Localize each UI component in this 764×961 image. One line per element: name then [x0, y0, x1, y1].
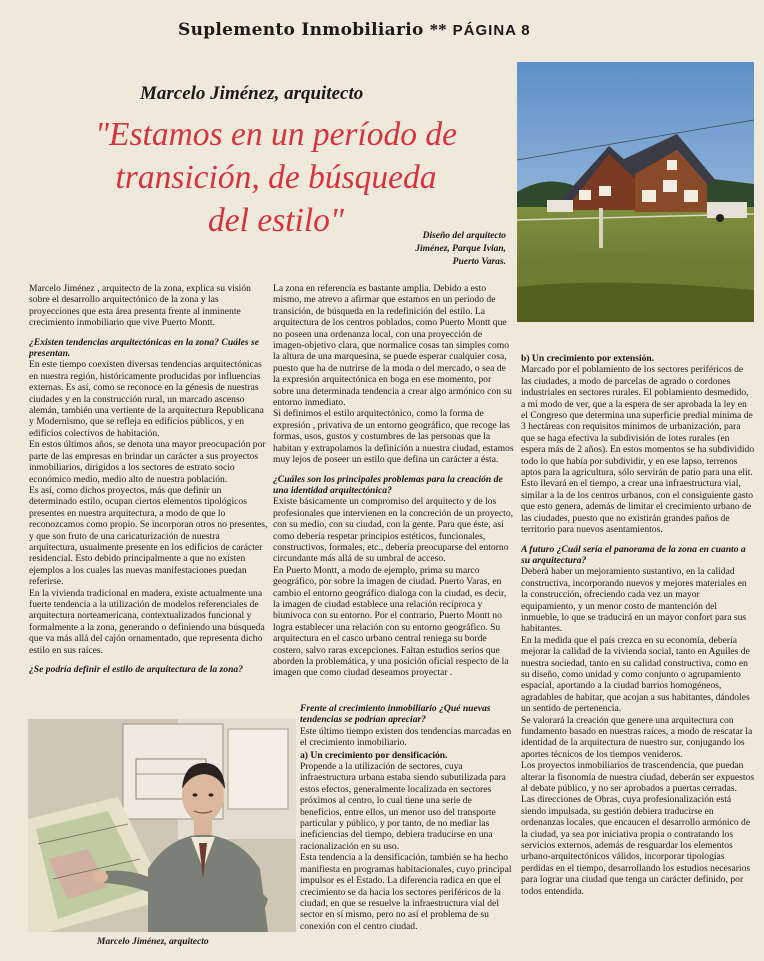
house-caption-line-2: Jiménez, Parque Ivian,	[415, 244, 506, 254]
answer-4-paragraph-1: Este último tiempo existen dos tendencias marcadas en el crecimiento inmobiliario.	[300, 725, 512, 749]
article-column-3	[521, 345, 755, 945]
answer-2-paragraph-1: La zona en referencia es bastante amplia. Debido a esto mismo, me atrevo a afirmar que estamos en un período de transición, de búsqueda en la redefinición del estilo. La arquitectura de los centros poblados, como Puerto Montt que no poseen una ordenanza local, con una proyección de imagen-objetivo clara, que normalice cosas tan simples como la altura de una marquesina, se puede esperar cualquier cosa, puesto que ha de nutrirse de la moda o del mercado, o sea de la expresión arquitectónica en boga en ese momento, por sobre una determinada tendencia a crear algo armónico con su entorno inmediato.	[273, 283, 512, 409]
headline-line-3: del estilo"	[208, 202, 344, 239]
answer-1-paragraph-1: En este tiempo coexisten diversas tendencias arquitectónicas en nuestra región, históricamente producidas por influencias externas. Es así, como se reconoce en la génesis de nuestras ciudades y en la construcción rural, un marcado ascenso alemán, también una vertiente de la arquitectura Republicana y Modernismo, que se refleja en edificios públicos, y en edificios colectivos de habitación.	[29, 359, 264, 439]
byline: Marcelo Jiménez, arquitecto	[140, 83, 364, 104]
question-2: ¿Se podría definir el estilo de arquitectura de la zona?	[29, 664, 243, 675]
supplement-name: Suplemento Inmobiliario	[178, 20, 424, 40]
article-intro: Marcelo Jiménez , arquitecto de la zona, explica su visión sobre el desarrollo arquitectónico de la zona y las proyecciones que esta área presenta frente al inminente crecimiento inmobiliario que vive Puerto Montt.	[29, 283, 251, 329]
article-column-1	[29, 283, 270, 713]
question-3: ¿Cuáles son los principales problemas para la creación de una identidad arquitectónica?	[273, 473, 503, 496]
answer-1-paragraph-3: Es así, como dichos proyectos, más que definir un determinado estilo, ocupan ciertos elementos tipológicos presentes en nuestra arquitectura, a modo de que lo reconozcamos como propio. Se incorporan otros no presentes, y que son fruto de una caricaturización de nuestra arquitectura, usualmente presente en los edificios de carácter residencial. Esto debido principalmente a que no existen ejemplos a los cuales las nuevas manifestaciones puedan referirse.	[29, 484, 268, 588]
house-photo	[517, 62, 754, 322]
answer-5-paragraph-4: Los proyectos inmobiliarios de trascendencia, que puedan alterar la fisonomía de nuestra ciudad, deberán ser expuestos al debate público, y no ser aprobados a puertas cerradas.	[521, 760, 755, 795]
answer-1-paragraph-4: En la vivienda tradicional en madera, existe actualmente una fuerte tendencia a la utilización de modelos referenciales de arquitectura norteamericana, contextualizados funcional y formalmente a la zona, generando o definiendo una búsqueda que va más allá del cajón ornamentado, que representa dicho estilo en sus raíces.	[29, 587, 265, 656]
headline-line-1: "Estamos en un período de	[94, 116, 458, 153]
page-number: 8	[521, 22, 531, 39]
answer-5-paragraph-1: Deberá haber un mejoramiento sustantivo, en la calidad constructiva, incorporando nuevos y mejores materiales en la construcción, ofreciendo cada vez un mayor equipamiento, y un menor costo de mantención del inmueble, lo que se traducirá en un mayor confort para sus habitantes.	[521, 566, 747, 635]
answer-3-paragraph-2: En Puerto Montt, a modo de ejemplo, prima su marco geográfico, por sobre la imagen de ciudad. Puerto Varas, en cambio el entorno geográfico dialoga con la ciudad, es decir, la imagen de ciudad establece una relación recíproca y biunívoca con su entorno. Por el contrario, Puerto Montt no logra establecer una relación con su entorno geográfico. Su arquitectura en el casco urbano central reniega su borde costero, salvo raras excepciones. Faltan estudios serios que aborden la problemática, y una posición oficial respecto de la imagen que como ciudad deseamos proyectar .	[273, 564, 509, 679]
densification-paragraph-1: Propende a la utilización de sectores, cuya infraestructura urbana estaba siendo subutilizada para estos efectos, generalmente localizada en sectores próximos al centro, lo cual tiene una serie de beneficios, entre ellos, un menor uso del transporte particular y público, y por tanto, de no mediar las ineficiencias del tiempo, debiera traducirse en una racionalización en su uso.	[300, 761, 506, 852]
architect-photo	[28, 719, 296, 932]
architect-photo-caption: Marcelo Jiménez, arquitecto	[97, 937, 209, 947]
article-column-2	[273, 283, 514, 693]
answer-2-paragraph-2: Si definimos el estilo arquitectónico, como la forma de expresión , privativa de un entorno geográfico, que recoge las formas, usos, gustos y costumbres de las personas que la habitan y extrapolamos la definición a nuestra ciudad, estamos muy lejos de poseer un estilo que defina un carácter a ésta.	[273, 408, 514, 466]
answer-5-paragraph-3: Se valorará la creación que genere una arquitectura con fundamento basado en nuestras raíces, a modo de rescatar la identidad de la arquitectura de nuestro sur, conjugando los aportes técnicos de los tiempos venideros.	[521, 714, 753, 760]
answer-5-paragraph-5: Las direcciones de Obras, cuya profesionalización está siendo impulsada, su gestión debiera traducirse en ordenanzas locales, que encaucen el desarrollo armónico de la ciudad, ya sea por iniciativa propia o contratando los servicios externos, además de resguardar los elementos urbano-arquitectónicos válidos, incorporar tipologías perdidas en el tiempo, desarrollando los estudios necesarios para lograr una ciudad que tenga un carácter definido, por todos entendida.	[521, 794, 751, 897]
answer-1-paragraph-2: En estos últimos años, se denota una mayor preocupación por parte de las empresas en brindar un carácter a sus proyectos inmobiliarios, dirigidos a los sectores de estrato socio económico medio, medio alto de nuestra población.	[29, 439, 266, 485]
article-column-2-lower	[300, 703, 514, 941]
densification-paragraph-2: Esta tendencia a la densificación, también se ha hecho manifiesta en programas habitacionales, cuyo principal impulsor es el Estado. La diferencia radica en que el crecimiento se da hacia los sectores periféricos de la ciudad, en que se resuelve la infraestructura vial del sector en sí mismo, pero no así el problema de su conexión con el centro ciudad.	[300, 852, 512, 932]
house-photo-caption	[360, 230, 506, 269]
subheading-densification: a) Un crecimiento por densificación.	[300, 749, 448, 761]
subheading-extension: b) Un crecimiento por extensión.	[521, 353, 655, 364]
house-caption-line-3: Puerto Varas.	[452, 257, 506, 267]
question-4: Frente al crecimiento inmobiliario ¿Qué nuevas tendencias se podrían apreciar?	[300, 703, 491, 726]
page-header	[178, 20, 558, 44]
headline	[36, 113, 516, 242]
question-5: A futuro ¿Cuál sería el panorama de la zona en cuanto a su arquitectura?	[521, 543, 746, 566]
headline-line-2: transición, de búsqueda	[115, 159, 437, 196]
header-stars: **	[429, 20, 447, 39]
extension-paragraph-2: Esto llevará en el tiempo, a crear una infraestructura vial, similar a la de los centros urbanos, con el consiguiente gasto que esto genera, además de limitar el crecimiento urbano de las ciudades, puesto que no existirán grandes paños de territorio para nuevos asentamientos.	[521, 478, 754, 536]
page-label: PÁGINA	[452, 22, 517, 39]
question-1: ¿Existen tendencias arquitectónicas en la zona? Cuáles se presentan.	[29, 336, 260, 360]
answer-5-paragraph-2: En la medida que el país crezca en su economía, debería mejorar la calidad de la vivienda social, tanto en Aguiles de nuestra sociedad, tanto en su calidad constructiva, como en su diseño, como unidad y como conjunto o agrupamiento espacial, aportando a la ciudad barrios homogéneos, agradables de habitar, que acojan a sus habitantes, dándoles un sentido de pertenencia.	[521, 634, 750, 715]
extension-paragraph-1: Marcado por el poblamiento de los sectores periféricos de las ciudades, a modo de parcelas de agrado o cordones industriales en sectores rurales. El poblamiento desmedido, a mi modo de ver, que a la espera de ser aprobada la ley en el Congreso que determina una superficie predial mínima de 3 hectáreas con requisitos mínimos de urbanización, para que se haga efectiva la subdivisión de lotes rurales (en espera más de 2 años). En estos momentos se ha subdividido todo lo que había por subdividir, y en ese lapso, terrenos aptos para la agricultura, sólo servirán de patio para una elit.	[521, 364, 755, 479]
house-caption-line-1: Diseño del arquitecto	[422, 231, 506, 241]
answer-3-paragraph-1: Existe básicamente un compromiso del arquitecto y de los profesionales que intervienen en la concreción de un proyecto, con su medio, con su ciudad, con la gente. Para que éste, así como debería respetar principios estéticos, funcionales, constructivos, formales, etc., debería preocuparse del entorno circundante más allá de su umbral de acceso.	[273, 496, 514, 565]
